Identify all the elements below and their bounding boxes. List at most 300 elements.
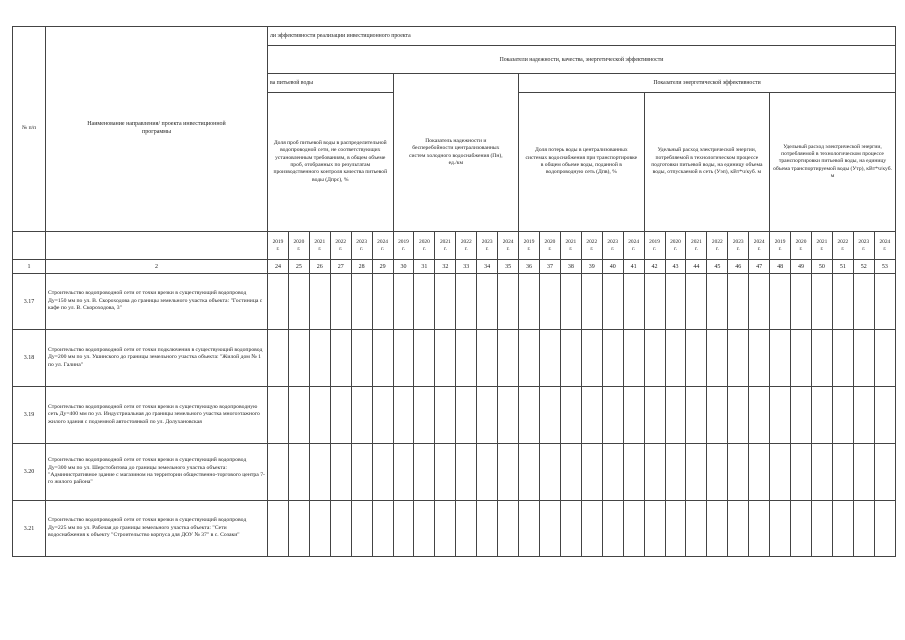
year-header-row <box>13 232 896 260</box>
indicator-value-cell <box>602 330 623 387</box>
year-header-cell <box>623 232 644 260</box>
project-description: Строительство водопроводной сети от точки врезки в существующий водопровод Ду=225 мм по ул. Рабочая до границы земельного участка объекта: "Сети водоснабжения к объекту "Строительство корпуса для ДОУ № 37" в с. Созаки" <box>46 501 268 557</box>
indicator-value-cell <box>707 444 728 501</box>
indicator-value-cell <box>581 387 602 444</box>
year-suffix: г. <box>527 245 531 252</box>
indicator-value-cell <box>791 444 812 501</box>
year-label: 2023 <box>481 239 493 246</box>
year-header-cell <box>602 232 623 260</box>
column-number-cell: 30 <box>393 260 414 274</box>
indicator-value-cell <box>644 274 665 330</box>
column-number-cell: 31 <box>414 260 435 274</box>
indicator-value-cell <box>770 274 791 330</box>
column-number-cell: 33 <box>456 260 477 274</box>
indicator-value-cell <box>519 501 540 557</box>
indicator-value-cell <box>665 501 686 557</box>
indicator-value-cell <box>644 387 665 444</box>
table-row <box>13 274 896 330</box>
indicator-header-sample-share: Доля проб питьевой воды в распределительной водопроводной сети, не соответствующих установленным требованиям, в общем объеме проб, отобранных по результатам производственного контроля качества питьевой воды (Дпрс), % <box>268 93 394 232</box>
year-suffix: г. <box>443 245 447 252</box>
year-row-blank-cell <box>46 232 268 260</box>
indicator-value-cell <box>477 444 498 501</box>
year-suffix: г. <box>694 245 698 252</box>
indicator-value-cell <box>665 444 686 501</box>
indicator-value-cell <box>749 387 770 444</box>
indicator-value-cell <box>728 501 749 557</box>
year-header-cell <box>707 232 728 260</box>
column-number-cell: 39 <box>581 260 602 274</box>
indicator-value-cell <box>560 274 581 330</box>
column-number-cell: 52 <box>853 260 874 274</box>
indicator-value-cell <box>874 387 895 444</box>
indicator-value-cell <box>602 274 623 330</box>
year-header-cell <box>477 232 498 260</box>
year-suffix: г. <box>736 245 740 252</box>
year-suffix: г. <box>632 245 636 252</box>
indicator-value-cell <box>581 330 602 387</box>
year-header-cell <box>539 232 560 260</box>
year-label: 2024 <box>879 239 891 246</box>
indicator-value-cell <box>477 501 498 557</box>
indicator-value-cell <box>330 274 351 330</box>
column-number-cell: 45 <box>707 260 728 274</box>
indicator-value-cell <box>686 444 707 501</box>
indicator-header-water-loss: Доля потерь воды в централизованных системах водоснабжения при транспортировке в общем объеме воды, поданной в водопроводную сеть (Дпв), % <box>519 93 645 232</box>
indicator-value-cell <box>602 387 623 444</box>
indicator-value-cell <box>560 444 581 501</box>
indicator-value-cell <box>414 330 435 387</box>
indicator-value-cell <box>832 444 853 501</box>
year-suffix: г. <box>506 245 510 252</box>
indicator-value-cell <box>372 501 393 557</box>
indicator-value-cell <box>498 387 519 444</box>
year-label: 2019 <box>523 239 535 246</box>
indicator-value-cell <box>372 444 393 501</box>
indicator-value-cell <box>539 387 560 444</box>
indicator-value-cell <box>832 387 853 444</box>
year-suffix: г. <box>799 245 803 252</box>
column-number-cell: 40 <box>602 260 623 274</box>
column-number-cell: 46 <box>728 260 749 274</box>
column-number-cell: 42 <box>644 260 665 274</box>
year-header-cell <box>456 232 477 260</box>
row-number: 3.21 <box>13 501 46 557</box>
year-header-cell <box>686 232 707 260</box>
year-label: 2023 <box>858 239 870 246</box>
indicator-value-cell <box>456 444 477 501</box>
indicator-value-cell <box>539 444 560 501</box>
indicator-value-cell <box>832 274 853 330</box>
indicator-value-cell <box>811 330 832 387</box>
column-number-cell: 44 <box>686 260 707 274</box>
year-header-cell <box>268 232 289 260</box>
indicator-value-cell <box>811 387 832 444</box>
year-suffix: г. <box>297 245 301 252</box>
project-description: Строительство водопроводной сети от точки врезки в существующий водопровод Ду=300 мм по ул. Шерстобитова до границы земельного участка объекта: "Административное здание с магазином на территории общественно-торгового центра 7-го жилого района" <box>46 444 268 501</box>
indicator-value-cell <box>330 387 351 444</box>
indicator-value-cell <box>435 501 456 557</box>
year-label: 2020 <box>544 239 556 246</box>
year-header-cell <box>288 232 309 260</box>
year-label: 2024 <box>753 239 765 246</box>
year-suffix: г. <box>674 245 677 252</box>
indicator-value-cell <box>519 387 540 444</box>
indicator-value-cell <box>372 330 393 387</box>
indicator-value-cell <box>372 274 393 330</box>
year-label: 2023 <box>732 239 744 246</box>
indicator-value-cell <box>707 387 728 444</box>
indicator-value-cell <box>728 330 749 387</box>
column-number-cell: 27 <box>330 260 351 274</box>
column-number-cell: 49 <box>791 260 812 274</box>
indicator-value-cell <box>414 501 435 557</box>
indicator-value-cell <box>581 444 602 501</box>
indicator-value-cell <box>309 330 330 387</box>
table-row <box>13 501 896 557</box>
year-label: 2022 <box>837 239 849 246</box>
year-label: 2019 <box>774 239 786 246</box>
column-number-cell: 34 <box>477 260 498 274</box>
indicator-value-cell <box>749 501 770 557</box>
row-number: 3.19 <box>13 387 46 444</box>
indicator-value-cell <box>477 387 498 444</box>
indicator-value-cell <box>623 274 644 330</box>
year-suffix: г. <box>862 245 866 252</box>
year-suffix: г. <box>611 245 615 252</box>
column-number-cell: 47 <box>749 260 770 274</box>
indicator-value-cell <box>832 330 853 387</box>
year-header-cell <box>791 232 812 260</box>
year-suffix: г. <box>276 245 280 252</box>
indicator-value-cell <box>393 274 414 330</box>
indicator-value-cell <box>351 330 372 387</box>
year-label: 2022 <box>711 239 723 246</box>
table-row <box>13 444 896 501</box>
year-suffix: г. <box>381 245 385 252</box>
year-header-cell <box>414 232 435 260</box>
indicator-value-cell <box>393 330 414 387</box>
indicator-value-cell <box>309 444 330 501</box>
indicator-value-cell <box>268 387 289 444</box>
indicator-value-cell <box>456 501 477 557</box>
indicator-value-cell <box>644 444 665 501</box>
year-header-cell <box>853 232 874 260</box>
project-description: Строительство водопроводной сети от точки подключения в существующий водопровод Ду=200 мм по ул. Ушинского до границы земельного участка объекта: "Жилой дом № 1 по ул. Галина" <box>46 330 268 387</box>
indicator-value-cell <box>665 387 686 444</box>
indicator-value-cell <box>581 274 602 330</box>
indicator-value-cell <box>707 501 728 557</box>
indicator-value-cell <box>519 274 540 330</box>
indicator-value-cell <box>623 501 644 557</box>
column-number-cell: 24 <box>268 260 289 274</box>
indicator-value-cell <box>288 387 309 444</box>
indicator-value-cell <box>791 387 812 444</box>
year-header-cell <box>770 232 791 260</box>
year-suffix: г. <box>464 245 468 252</box>
project-description: Строительство водопроводной сети от точки врезки в существующий водопровод Ду=150 мм по ул. В. Скороходова до границы земельного участка объекта: "Гостиница с кафе по ул. В. Скороходова, 3" <box>46 274 268 330</box>
indicator-value-cell <box>707 330 728 387</box>
year-label: 2020 <box>670 239 681 246</box>
indicator-value-cell <box>832 501 853 557</box>
year-label: 2019 <box>398 239 409 246</box>
table-row <box>13 387 896 444</box>
year-header-cell <box>435 232 456 260</box>
indicator-value-cell <box>414 274 435 330</box>
indicator-value-cell <box>602 501 623 557</box>
year-suffix: г. <box>883 245 887 252</box>
indicator-value-cell <box>519 330 540 387</box>
year-suffix: г. <box>339 245 343 252</box>
indicator-value-cell <box>539 274 560 330</box>
indicator-value-cell <box>309 387 330 444</box>
year-label: 2021 <box>565 239 577 246</box>
year-suffix: г. <box>402 245 405 252</box>
indicator-value-cell <box>749 444 770 501</box>
column-number-cell: 48 <box>770 260 791 274</box>
indicator-value-cell <box>309 274 330 330</box>
indicator-value-cell <box>288 330 309 387</box>
column-number-cell: 38 <box>560 260 581 274</box>
indicator-value-cell <box>874 444 895 501</box>
indicator-value-cell <box>351 444 372 501</box>
indicator-value-cell <box>268 330 289 387</box>
indicator-value-cell <box>853 501 874 557</box>
year-header-cell <box>393 232 414 260</box>
year-suffix: г. <box>653 245 657 252</box>
year-label: 2022 <box>460 239 472 246</box>
indicator-value-cell <box>456 330 477 387</box>
column-number-cell: 2 <box>46 260 268 274</box>
indicator-value-cell <box>707 274 728 330</box>
indicator-value-cell <box>665 274 686 330</box>
indicator-value-cell <box>456 274 477 330</box>
indicator-value-cell <box>728 387 749 444</box>
indicator-header-energy-preparation: Удельный расход электрической энергии, потребляемой в технологическом процессе подготовки питьевой воды, на единицу объема воды, отпускаемой в сеть (Уэп), кВт*ч/куб. м <box>644 93 770 232</box>
indicator-value-cell <box>560 387 581 444</box>
project-description: Строительство водопроводной сети от точки врезки в существующую водопроводную сеть Ду=400 мм по ул. Индустриальная до границы земельного участка многоэтажного жилого здания с подземной автостоянкой по ул. Долухановская <box>46 387 268 444</box>
indicator-value-cell <box>498 501 519 557</box>
table-row <box>13 330 896 387</box>
year-label: 2020 <box>795 239 807 246</box>
indicator-value-cell <box>770 501 791 557</box>
column-number-cell: 41 <box>623 260 644 274</box>
indicator-value-cell <box>560 501 581 557</box>
indicator-value-cell <box>853 330 874 387</box>
year-label: 2022 <box>335 239 347 246</box>
column-number-cell: 25 <box>288 260 309 274</box>
year-header-cell <box>309 232 330 260</box>
indicator-value-cell <box>728 274 749 330</box>
column-number-cell: 28 <box>351 260 372 274</box>
indicator-value-cell <box>623 444 644 501</box>
indicator-header-reliability: Показатель надежности и бесперебойности централизованных систем холодного водоснабжения (Пн), ед./км <box>393 74 519 232</box>
energy-title-header: Показатели энергетической эффективности <box>519 74 896 93</box>
indicator-value-cell <box>351 501 372 557</box>
indicator-value-cell <box>811 274 832 330</box>
indicator-value-cell <box>414 387 435 444</box>
indicator-value-cell <box>749 274 770 330</box>
indicator-value-cell <box>770 330 791 387</box>
indicator-value-cell <box>686 387 707 444</box>
indicator-value-cell <box>853 387 874 444</box>
year-label: 2019 <box>272 239 284 246</box>
year-suffix: г. <box>841 245 845 252</box>
indicator-value-cell <box>874 501 895 557</box>
column-number-cell: 26 <box>309 260 330 274</box>
indicator-value-cell <box>811 444 832 501</box>
row-number: 3.18 <box>13 330 46 387</box>
indicator-value-cell <box>393 387 414 444</box>
indicator-value-cell <box>351 387 372 444</box>
indicator-value-cell <box>686 274 707 330</box>
indicator-value-cell <box>372 387 393 444</box>
year-label: 2019 <box>649 239 660 246</box>
indicator-value-cell <box>874 330 895 387</box>
row-number: 3.20 <box>13 444 46 501</box>
indicator-value-cell <box>539 330 560 387</box>
column-number-cell: 35 <box>498 260 519 274</box>
indicator-value-cell <box>330 444 351 501</box>
year-suffix: г. <box>422 245 426 252</box>
indicator-value-cell <box>498 330 519 387</box>
year-label: 2024 <box>377 239 388 246</box>
indicator-value-cell <box>602 444 623 501</box>
indicator-value-cell <box>811 501 832 557</box>
year-label: 2021 <box>816 239 828 246</box>
indicator-value-cell <box>351 274 372 330</box>
indicator-value-cell <box>477 274 498 330</box>
indicator-value-cell <box>519 444 540 501</box>
indicator-value-cell <box>268 444 289 501</box>
year-header-cell <box>581 232 602 260</box>
year-label: 2023 <box>356 239 368 246</box>
indicator-value-cell <box>728 444 749 501</box>
year-label: 2024 <box>628 239 640 246</box>
indicators-table <box>12 26 896 557</box>
indicator-value-cell <box>330 501 351 557</box>
year-row-blank-cell <box>13 232 46 260</box>
indicator-value-cell <box>791 330 812 387</box>
row-number-header: № п/п <box>13 27 46 232</box>
year-suffix: г. <box>360 245 364 252</box>
indicator-value-cell <box>853 274 874 330</box>
indicator-value-cell <box>623 330 644 387</box>
year-header-cell <box>351 232 372 260</box>
indicator-value-cell <box>268 274 289 330</box>
group-title-header: ли эффективности реализации инвестиционного проекта <box>268 27 896 46</box>
indicator-value-cell <box>498 274 519 330</box>
indicator-value-cell <box>686 330 707 387</box>
indicator-value-cell <box>435 444 456 501</box>
indicator-value-cell <box>435 330 456 387</box>
year-header-cell <box>665 232 686 260</box>
year-label: 2022 <box>586 239 598 246</box>
column-number-cell: 29 <box>372 260 393 274</box>
indicator-header-energy-transport: Удельный расход электрической энергии, потребляемой в технологическом процессе транспортировки питьевой воды, на единицу объема транспортируемой воды (Утр), кВт*ч/куб. м <box>770 93 896 232</box>
indicator-value-cell <box>874 274 895 330</box>
year-header-cell <box>728 232 749 260</box>
indicator-value-cell <box>414 444 435 501</box>
year-header-cell <box>560 232 581 260</box>
indicator-value-cell <box>435 274 456 330</box>
indicator-value-cell <box>288 444 309 501</box>
year-header-cell <box>644 232 665 260</box>
year-label: 2024 <box>502 239 514 246</box>
column-number-cell: 1 <box>13 260 46 274</box>
year-suffix: г. <box>485 245 489 252</box>
row-number: 3.17 <box>13 274 46 330</box>
column-number-row <box>13 260 896 274</box>
project-name-header: Наименование направления/ проекта инвестиционной программы <box>46 27 268 232</box>
indicator-value-cell <box>686 501 707 557</box>
year-header-cell <box>330 232 351 260</box>
year-label: 2020 <box>419 239 430 246</box>
year-header-cell <box>811 232 832 260</box>
year-suffix: г. <box>569 245 573 252</box>
indicator-value-cell <box>749 330 770 387</box>
indicator-value-cell <box>456 387 477 444</box>
year-suffix: г. <box>820 245 824 252</box>
column-number-cell: 37 <box>539 260 560 274</box>
year-suffix: г. <box>318 245 322 252</box>
indicator-value-cell <box>539 501 560 557</box>
year-suffix: г. <box>548 245 552 252</box>
subgroup-title-header: Показатели надежности, качества, энергетической эффективности <box>268 46 896 74</box>
indicator-value-cell <box>288 274 309 330</box>
indicator-value-cell <box>393 501 414 557</box>
indicator-value-cell <box>644 330 665 387</box>
quality-title-header: ва питьевой воды <box>268 74 394 93</box>
year-label: 2020 <box>293 239 305 246</box>
year-header-cell <box>372 232 393 260</box>
indicator-value-cell <box>623 387 644 444</box>
year-label: 2023 <box>607 239 619 246</box>
year-header-cell <box>498 232 519 260</box>
year-label: 2021 <box>691 239 702 246</box>
indicator-value-cell <box>581 501 602 557</box>
indicator-value-cell <box>560 330 581 387</box>
column-number-cell: 43 <box>665 260 686 274</box>
column-number-cell: 50 <box>811 260 832 274</box>
indicator-value-cell <box>498 444 519 501</box>
year-header-cell <box>832 232 853 260</box>
year-header-cell <box>874 232 895 260</box>
indicator-value-cell <box>791 501 812 557</box>
year-suffix: г. <box>590 245 594 252</box>
year-suffix: г. <box>715 245 719 252</box>
year-header-cell <box>519 232 540 260</box>
year-suffix: г. <box>757 245 761 252</box>
indicator-value-cell <box>309 501 330 557</box>
year-label: 2021 <box>314 239 326 246</box>
indicator-value-cell <box>770 444 791 501</box>
investment-indicators-table-sheet <box>12 26 895 566</box>
indicator-value-cell <box>853 444 874 501</box>
column-number-cell: 32 <box>435 260 456 274</box>
indicator-value-cell <box>435 387 456 444</box>
indicator-value-cell <box>791 274 812 330</box>
indicator-value-cell <box>330 330 351 387</box>
column-number-cell: 53 <box>874 260 895 274</box>
indicator-value-cell <box>770 387 791 444</box>
indicator-value-cell <box>288 501 309 557</box>
column-number-cell: 51 <box>832 260 853 274</box>
column-number-cell: 36 <box>519 260 540 274</box>
indicator-value-cell <box>665 330 686 387</box>
year-suffix: г. <box>778 245 782 252</box>
year-header-cell <box>749 232 770 260</box>
indicator-value-cell <box>268 501 289 557</box>
